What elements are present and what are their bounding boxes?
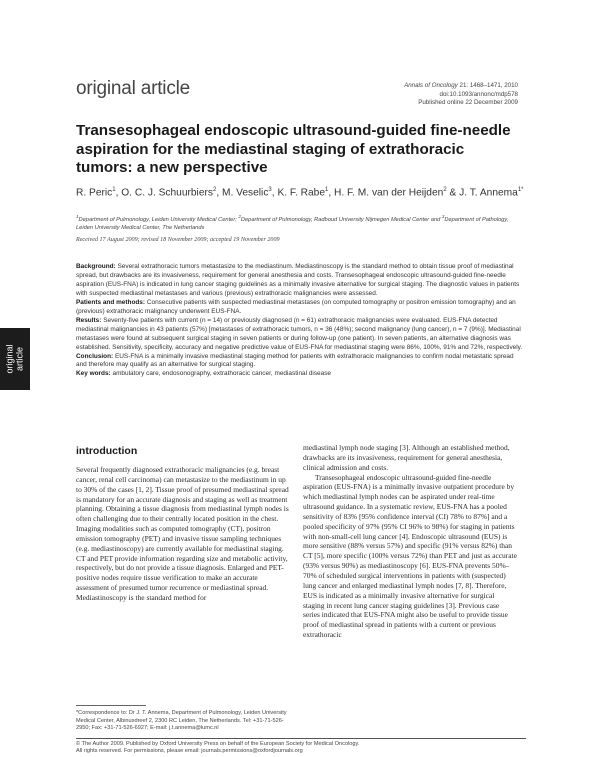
intro-paragraph: Several frequently diagnosed extrathoracic malignancies (e.g. breast cancer, renal cell carcinoma) can metastasize to the mediastinum in up to 30% of the cases [1, 2]. Tissue proof of presumed mediastinal spread is mandatory for an accurate diagnosis and staging as well as treatment planning. Obtaining a tissue diagnosis from mediastinal lymph nodes is often challenging due to their centrally located position in the chest. Imaging modalities such as computed tomography (CT), positron emission tomography (PET) and invasive tissue sampling techniques (e.g. mediastinoscopy) are currently available for mediastinal staging. CT and PET provide information regarding size and metabolic activity, respectively, but do not provide a tissue diagnosis. Enlarged and PET-positive nodes require tissue verification to make an accurate assessment of presumed tumor recurrence or mediastinal spread. Mediastinoscopy is the standard method for: [76, 465, 289, 602]
journal-citation: 21: 1468–1471, 2010: [457, 82, 518, 89]
author-affiliation-mark: 1: [325, 187, 329, 193]
copyright-divider: [76, 738, 526, 739]
author-separator: ,: [216, 187, 222, 199]
body-column-left: [76, 465, 290, 603]
affiliation-mark: 3: [441, 214, 445, 219]
copyright-notice: [76, 741, 526, 755]
abstract: [76, 263, 526, 379]
affiliation-text: Department of Pulmonology, Leiden University Medical Center;: [78, 216, 239, 223]
side-tab-label: [6, 344, 25, 373]
keywords-label: Key words:: [76, 370, 111, 378]
author-affiliation-mark: 2: [212, 187, 217, 193]
section-side-tab: [0, 328, 30, 390]
author-list: [76, 182, 526, 201]
author-name: H. F. M. van der Heijden: [334, 187, 444, 199]
author-separator: ,: [271, 187, 278, 199]
body-column-right: [303, 443, 517, 640]
journal-citation-line: [278, 82, 518, 91]
author-affiliation-mark: 3: [268, 187, 272, 193]
methods-text: Consecutive patients with suspected mediastinal metastases (on computed tomography or positron emission tomography) and an (previous) extrathoracic malignancy underwent EUS-FNA.: [76, 298, 516, 315]
abstract-background: [76, 263, 526, 299]
affiliations: [76, 213, 526, 233]
results-label: Results:: [76, 316, 102, 324]
introduction-heading: introduction: [76, 445, 138, 457]
footnote-divider: [76, 705, 146, 706]
side-tab-line1: original: [4, 344, 15, 374]
published-date: Published online 22 December 2009: [418, 99, 518, 107]
article-title: Transesophageal endoscopic ultrasound-guided fine-needle aspiration for the mediastinal staging of extrathoracic tumors: a new perspective: [76, 122, 511, 176]
intro-paragraph-cont: mediastinal lymph node staging [3]. Although an established method, drawbacks are its invasiveness, requirement for general anesthesia, clinical admission and costs.: [303, 443, 510, 472]
abstract-keywords: [76, 370, 526, 379]
affiliation-mark: 2: [238, 214, 241, 219]
conclusion-text: EUS-FNA is a minimally invasive mediastinal staging method for patients with extrathoracic malignancies to confirm nodal metastatic spread and therefore may qualify as an alternative for surgical staging.: [76, 352, 514, 369]
author-separator: &: [446, 187, 460, 199]
author-name: J. T. Annema: [459, 187, 518, 199]
journal-name: Annals of Oncology: [404, 82, 458, 89]
conclusion-label: Conclusion:: [76, 352, 114, 360]
abstract-conclusion: [76, 353, 526, 371]
author-name: O. C. J. Schuurbiers: [121, 187, 213, 199]
doi[interactable]: doi:10.1093/annonc/mdp578: [439, 90, 518, 98]
side-tab-line2: article: [14, 347, 24, 372]
author-affiliation-mark: 1: [112, 187, 116, 193]
author-separator: ,: [328, 187, 335, 199]
background-label: Background:: [76, 263, 116, 270]
results-text: Seventy-five patients with current (n = 14) or previously diagnosed (n = 61) extrathoracic malignancies were evaluated. EUS-FNA detected mediastinal malignancies in 43 patients (57%) [metastases of extrathoracic tumors, n = 36 (48%); second malignancy (lung cancer), n = 7 (9%)]. Mediastinal metastases were found at subsequent surgical staging in seven patients or during follow-up (one patient). In seven patients, an alternative diagnosis was established. Sensitivity, specificity, accuracy and negative predictive value of EUS-FNA for mediastinal staging were 86%, 100%, 91% and 72%, respectively.: [76, 316, 523, 351]
copyright-line2: All rights reserved. For permissions, please email: journals.permissions@oxfordjournals.org: [76, 748, 303, 755]
abstract-methods: [76, 299, 526, 317]
affiliation-mark: 1: [76, 214, 79, 219]
copyright-line1: © The Author 2009. Published by Oxford University Press on behalf of the European Society for Medical Oncology.: [76, 741, 360, 747]
methods-label: Patients and methods:: [76, 298, 146, 306]
abstract-results: [76, 317, 526, 353]
author-name: M. Veselic: [221, 187, 269, 199]
author-affiliation-mark: 2: [443, 187, 447, 193]
author-separator: ,: [115, 187, 122, 199]
author-name: K. F. Rabe: [277, 187, 326, 199]
author-name: R. Peric: [76, 187, 113, 199]
section-label: original article: [76, 78, 191, 99]
affiliation-text: Department of Pathology, Leiden University Medical Center, The Netherlands: [76, 216, 509, 232]
correspondence-footnote: *Correspondence to: Dr J. T. Annema, Department of Pulmonology, Leiden University Medical Center, Albinusdreef 2, 2300 RC Leiden, The Netherlands. Tel: +31-71-526-2950; Fax: +31-71-526-6927; E-mail: j.t.annema@lumc.nl: [76, 710, 287, 732]
background-text: Several extrathoracic tumors metastasize to the mediastinum. Mediastinoscopy is the standard method to obtain tissue proof of mediastinal spread, but drawbacks are its invasiveness, requirement for general anesthesia and costs. Transesophageal endoscopic ultrasound-guided fine-needle aspiration (EUS-FNA) is indicated in lung cancer staging guidelines as a minimally invasive alternative for surgical staging. The diagnostic values in patients with suspected mediastinal metastases and various (previous) extrathoracic malignancies were assessed.: [76, 263, 520, 297]
journal-meta: [278, 82, 518, 108]
keywords-text: ambulatory care, endosonography, extrathoracic cancer, mediastinal disease: [110, 370, 332, 378]
author-affiliation-mark: 1*: [517, 187, 524, 193]
eus-paragraph: Transesophageal endoscopic ultrasound-guided fine-needle aspiration (EUS-FNA) is a minimally invasive outpatient procedure by which mediastinal lymph nodes can be aspirated under real-time ultrasound guidance. In a systematic review, EUS-FNA has a pooled sensitivity of 83% [95% confidence interval (CI) 78% to 87%] and a pooled specificity of 97% (95% CI 96% to 98%) for staging in patients with non-small-cell lung cancer [4]. Endoscopic ultrasound (EUS) is more sensitive (88% versus 57%) and specific (91% versus 82%) than CT [5], more specific (100% versus 72%) than PET and just as accurate (93% versus 90%) as mediastinoscopy [6]. EUS-FNA prevents 50%–70% of scheduled surgical interventions in patients with (suspected) lung cancer and enlarged mediastinal lymph nodes [7, 8]. Therefore, EUS is indicated as a minimally invasive alternative for surgical staging in recent lung cancer staging guidelines [3]. Previous case series indicated that EUS-FNA might also be useful to provide tissue proof of mediastinal spread in patients with a current or previous extrathoracic: [303, 472, 517, 640]
affiliation-text: Department of Pulmonology, Radboud University Nijmegen Medical Center and: [240, 216, 442, 223]
received-dates: Received 17 August 2009; revised 18 November 2009; accepted 19 November 2009: [76, 237, 280, 243]
